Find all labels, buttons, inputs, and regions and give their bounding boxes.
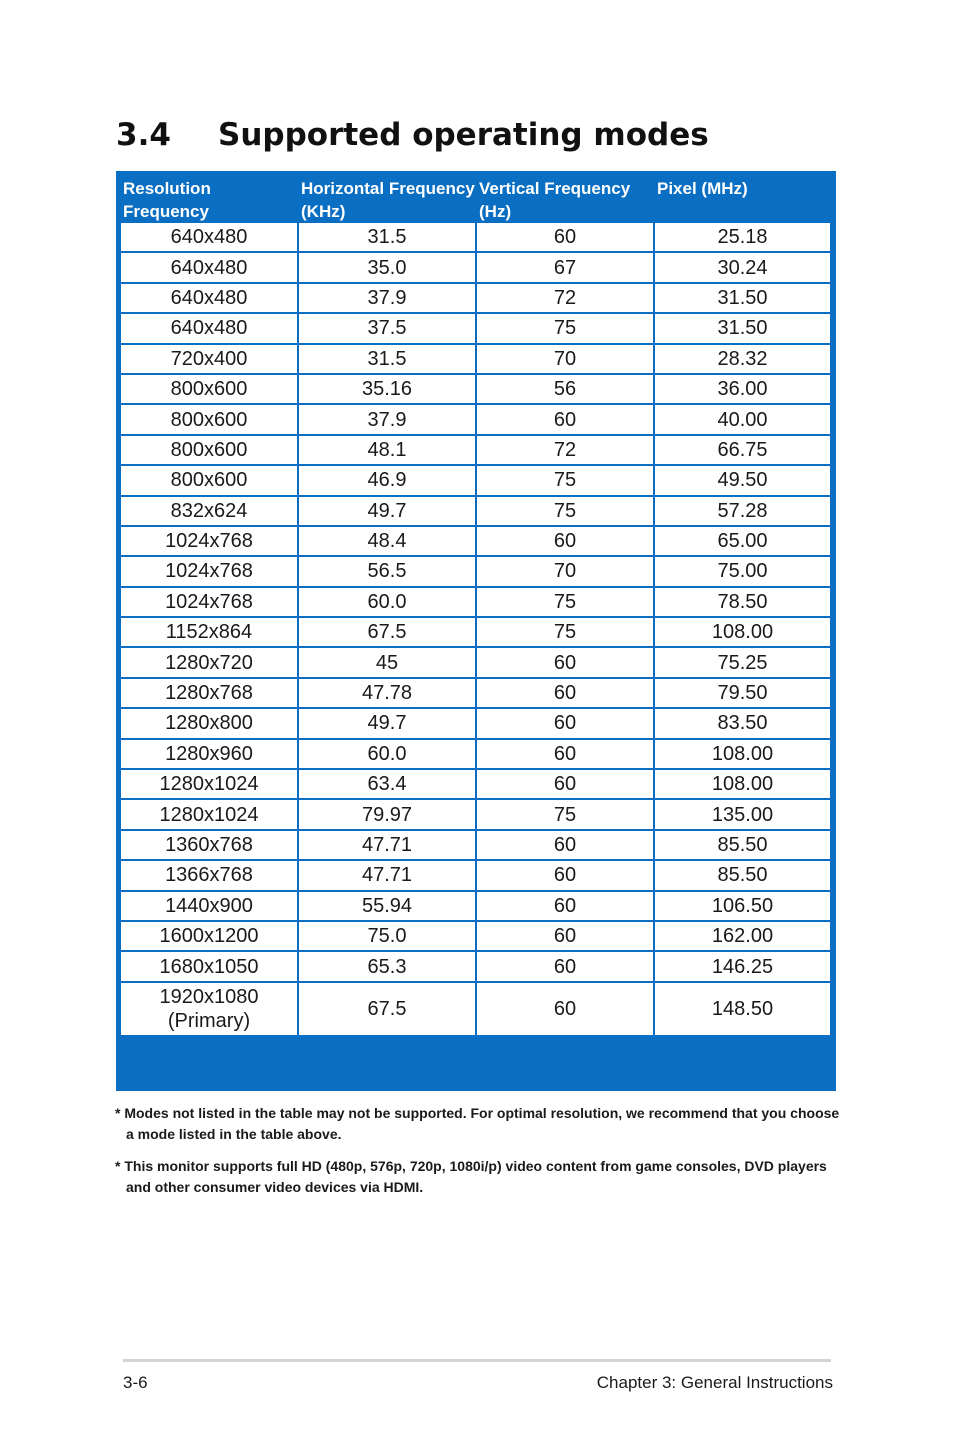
cell-vertical-frequency: 60: [477, 983, 655, 1035]
cell-horizontal-frequency: 67.5: [299, 983, 477, 1035]
cell-vertical-frequency: 72: [477, 284, 655, 314]
table-row: [121, 679, 830, 709]
cell-horizontal-frequency: 37.9: [299, 405, 477, 435]
cell-resolution: 1024x768: [121, 588, 299, 618]
cell-pixel-clock: 83.50: [655, 709, 830, 739]
table-row: [121, 436, 830, 466]
cell-horizontal-frequency: 63.4: [299, 770, 477, 800]
cell-vertical-frequency: 60: [477, 922, 655, 952]
cell-horizontal-frequency: 48.1: [299, 436, 477, 466]
cell-resolution: 1024x768: [121, 557, 299, 587]
cell-horizontal-frequency: 35.16: [299, 375, 477, 405]
cell-pixel-clock: 57.28: [655, 497, 830, 527]
cell-vertical-frequency: 75: [477, 497, 655, 527]
cell-resolution: 800x600: [121, 405, 299, 435]
table-row: [121, 466, 830, 496]
cell-vertical-frequency: 56: [477, 375, 655, 405]
table-row: [121, 861, 830, 891]
footer-divider: [123, 1359, 831, 1362]
cell-resolution: 640x480: [121, 284, 299, 314]
section-number: 3.4: [116, 117, 171, 153]
table-row: [121, 497, 830, 527]
cell-horizontal-frequency: 47.71: [299, 831, 477, 861]
table-row: [121, 831, 830, 861]
supported-modes-table: [121, 171, 830, 1035]
header-resolution: Resolution Frequency: [123, 179, 211, 221]
table-row: [121, 983, 830, 1035]
cell-horizontal-frequency: 60.0: [299, 740, 477, 770]
table-row: [121, 588, 830, 618]
table-row: [121, 709, 830, 739]
cell-vertical-frequency: 60: [477, 223, 655, 253]
cell-pixel-clock: 28.32: [655, 345, 830, 375]
cell-pixel-clock: 79.50: [655, 679, 830, 709]
cell-horizontal-frequency: 60.0: [299, 588, 477, 618]
cell-pixel-clock: 106.50: [655, 892, 830, 922]
cell-resolution: 800x600: [121, 466, 299, 496]
cell-resolution: 800x600: [121, 436, 299, 466]
cell-pixel-clock: 30.24: [655, 253, 830, 283]
cell-vertical-frequency: 67: [477, 253, 655, 283]
cell-resolution: 1680x1050: [121, 952, 299, 982]
cell-pixel-clock: 36.00: [655, 375, 830, 405]
cell-pixel-clock: 40.00: [655, 405, 830, 435]
cell-resolution: 1360x768: [121, 831, 299, 861]
chapter-label: Chapter 3: General Instructions: [596, 1373, 833, 1392]
cell-resolution: 720x400: [121, 345, 299, 375]
cell-resolution: 1152x864: [121, 618, 299, 648]
table-header-row: [121, 171, 830, 223]
cell-horizontal-frequency: 31.5: [299, 223, 477, 253]
table-row: [121, 405, 830, 435]
cell-vertical-frequency: 60: [477, 740, 655, 770]
table-row: [121, 770, 830, 800]
cell-pixel-clock: 75.00: [655, 557, 830, 587]
cell-resolution: 640x480: [121, 314, 299, 344]
table-row: [121, 892, 830, 922]
cell-pixel-clock: 108.00: [655, 770, 830, 800]
cell-resolution: 1024x768: [121, 527, 299, 557]
cell-horizontal-frequency: 45: [299, 648, 477, 678]
cell-horizontal-frequency: 75.0: [299, 922, 477, 952]
supported-modes-table-frame: [116, 171, 836, 1091]
table-row: [121, 800, 830, 830]
page-number: 3-6: [123, 1373, 148, 1392]
cell-horizontal-frequency: 49.7: [299, 709, 477, 739]
table-row: [121, 314, 830, 344]
cell-vertical-frequency: 70: [477, 557, 655, 587]
header-pixel-clock: Pixel (MHz): [657, 179, 748, 198]
cell-resolution: 1280x768: [121, 679, 299, 709]
cell-horizontal-frequency: 47.71: [299, 861, 477, 891]
cell-vertical-frequency: 75: [477, 588, 655, 618]
cell-horizontal-frequency: 49.7: [299, 497, 477, 527]
table-row: [121, 253, 830, 283]
cell-vertical-frequency: 60: [477, 861, 655, 891]
cell-vertical-frequency: 75: [477, 800, 655, 830]
cell-horizontal-frequency: 37.9: [299, 284, 477, 314]
cell-vertical-frequency: 60: [477, 952, 655, 982]
cell-pixel-clock: 108.00: [655, 740, 830, 770]
cell-vertical-frequency: 60: [477, 679, 655, 709]
cell-resolution: 1440x900: [121, 892, 299, 922]
table-row: [121, 952, 830, 982]
section-title: [116, 112, 709, 158]
table-body: [121, 223, 830, 1035]
cell-pixel-clock: 108.00: [655, 618, 830, 648]
cell-horizontal-frequency: 65.3: [299, 952, 477, 982]
cell-resolution: 1366x768: [121, 861, 299, 891]
cell-vertical-frequency: 72: [477, 436, 655, 466]
cell-horizontal-frequency: 31.5: [299, 345, 477, 375]
table-row: [121, 527, 830, 557]
table-row: [121, 618, 830, 648]
cell-pixel-clock: 78.50: [655, 588, 830, 618]
cell-resolution: 1280x800: [121, 709, 299, 739]
section-title-text: Supported operating modes: [218, 117, 709, 153]
cell-pixel-clock: 25.18: [655, 223, 830, 253]
cell-horizontal-frequency: 67.5: [299, 618, 477, 648]
header-vertical-frequency: Vertical Frequency (Hz): [479, 179, 631, 221]
cell-horizontal-frequency: 79.97: [299, 800, 477, 830]
cell-resolution: 1280x720: [121, 648, 299, 678]
cell-pixel-clock: 135.00: [655, 800, 830, 830]
cell-pixel-clock: 65.00: [655, 527, 830, 557]
cell-resolution: 1600x1200: [121, 922, 299, 952]
cell-vertical-frequency: 75: [477, 314, 655, 344]
cell-pixel-clock: 146.25: [655, 952, 830, 982]
cell-resolution: 832x624: [121, 497, 299, 527]
cell-resolution: 640x480: [121, 253, 299, 283]
cell-pixel-clock: 31.50: [655, 314, 830, 344]
table-row: [121, 648, 830, 678]
cell-pixel-clock: 162.00: [655, 922, 830, 952]
cell-pixel-clock: 31.50: [655, 284, 830, 314]
cell-pixel-clock: 66.75: [655, 436, 830, 466]
table-row: [121, 740, 830, 770]
cell-resolution: 1280x1024: [121, 770, 299, 800]
header-horizontal-frequency: Horizontal Frequency (KHz): [301, 179, 475, 221]
notes: [115, 1103, 840, 1209]
cell-resolution: 800x600: [121, 375, 299, 405]
table-row: [121, 375, 830, 405]
cell-resolution: 1280x960: [121, 740, 299, 770]
cell-pixel-clock: 148.50: [655, 983, 830, 1035]
cell-resolution: 640x480: [121, 223, 299, 253]
cell-horizontal-frequency: 37.5: [299, 314, 477, 344]
cell-vertical-frequency: 75: [477, 466, 655, 496]
note-unsupported-modes: * Modes not listed in the table may not be supported. For optimal resolution, we recommend that you choose a mode listed in the table above.: [115, 1105, 840, 1142]
cell-vertical-frequency: 75: [477, 618, 655, 648]
cell-horizontal-frequency: 55.94: [299, 892, 477, 922]
cell-resolution: 1280x1024: [121, 800, 299, 830]
cell-vertical-frequency: 60: [477, 770, 655, 800]
cell-pixel-clock: 85.50: [655, 861, 830, 891]
cell-vertical-frequency: 60: [477, 648, 655, 678]
cell-vertical-frequency: 70: [477, 345, 655, 375]
cell-horizontal-frequency: 56.5: [299, 557, 477, 587]
note-full-hd-support: * This monitor supports full HD (480p, 576p, 720p, 1080i/p) video content from game consoles, DVD players and other consumer video devices via HDMI.: [115, 1158, 827, 1195]
table-row: [121, 922, 830, 952]
cell-horizontal-frequency: 46.9: [299, 466, 477, 496]
table-row: [121, 557, 830, 587]
cell-pixel-clock: 85.50: [655, 831, 830, 861]
cell-vertical-frequency: 60: [477, 527, 655, 557]
cell-vertical-frequency: 60: [477, 709, 655, 739]
cell-resolution: 1920x1080 (Primary): [121, 983, 299, 1035]
table-row: [121, 345, 830, 375]
cell-pixel-clock: 75.25: [655, 648, 830, 678]
table-row: [121, 284, 830, 314]
cell-horizontal-frequency: 48.4: [299, 527, 477, 557]
table-row: [121, 223, 830, 253]
cell-vertical-frequency: 60: [477, 405, 655, 435]
cell-vertical-frequency: 60: [477, 892, 655, 922]
cell-vertical-frequency: 60: [477, 831, 655, 861]
cell-horizontal-frequency: 35.0: [299, 253, 477, 283]
cell-horizontal-frequency: 47.78: [299, 679, 477, 709]
cell-pixel-clock: 49.50: [655, 466, 830, 496]
